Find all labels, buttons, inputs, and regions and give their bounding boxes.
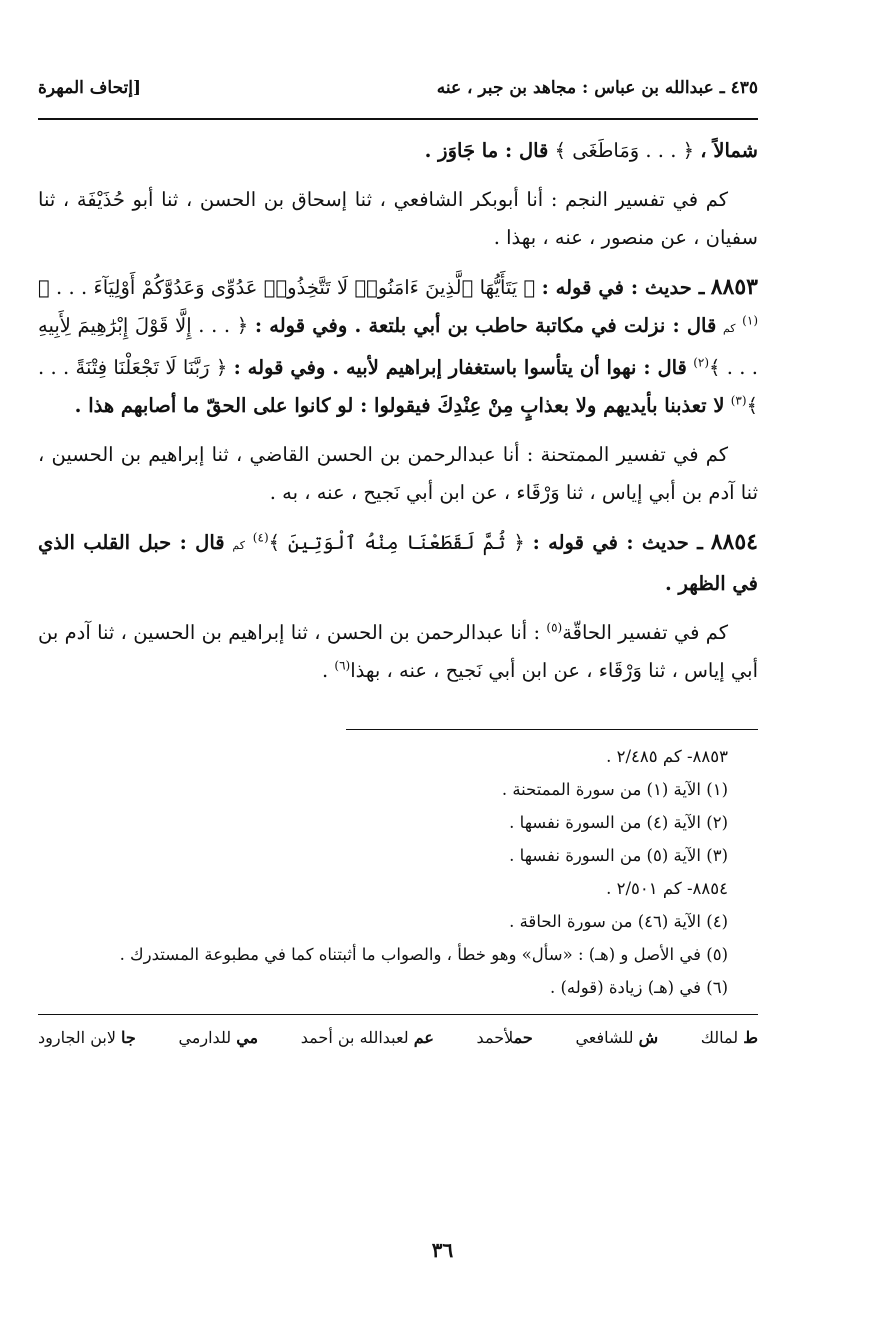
- footnote-ref: (٢): [693, 355, 710, 369]
- isnad-paragraph: كم في تفسير النجم : أنا أبوبكر الشافعي ، ثنا إسحاق بن الحسن ، ثنا أبو حُذَيْفَة ، ثنا سفيان ، عن منصور ، عنه ، بهذا .: [38, 187, 758, 249]
- paragraph-continuation: [38, 132, 758, 171]
- header-divider: [38, 118, 758, 120]
- hadith-number: ٨٨٥٣: [710, 273, 758, 300]
- hadith-8854: [38, 523, 758, 604]
- hadith-label: ـ حديث : في قوله :: [541, 275, 705, 299]
- abbreviation: ش للشافعي: [575, 1027, 659, 1047]
- hadith-label: ـ حديث : في قوله :: [532, 530, 703, 554]
- text-segment: .: [322, 659, 329, 682]
- book-page: [38, 78, 758, 1053]
- text-segment: شمالاً ،: [700, 139, 758, 162]
- abbreviations-divider: [38, 1014, 758, 1015]
- quran-verse: ﴿ . . . إِلَّا قَوْلَ إِبْرَٰهِيمَ لِأَبِيهِ . . . ﴾: [38, 314, 758, 379]
- text-segment: قال : نهوا أن يتأسوا باستغفار إبراهيم لأبيه . وفي قوله :: [233, 355, 687, 379]
- footnote: (٣) الآية (٥) من السورة نفسها .: [509, 845, 728, 865]
- main-text: [38, 132, 758, 691]
- isnad-paragraph: كم في تفسير الممتحنة : أنا عبدالرحمن بن الحسن القاضي ، ثنا إبراهيم بن الحسين ، ثنا آدم بن أبي إياس ، ثنا وَرْقَاء ، عن ابن أبي نَجيح ، عنه ، به .: [38, 442, 758, 504]
- quran-verse: ﴿ يَتَأَيُّهَا ٱلَّذِينَ ءَامَنُوا۟ لَا تَتَّخِذُوا۟ عَدُوِّى وَعَدُوَّكُمْ أَوْلِيَآءَ . . . ﴾: [38, 275, 536, 299]
- footnote-ref: (٦): [334, 658, 351, 673]
- abbreviation: مي للدارمي: [178, 1027, 259, 1047]
- abbreviation: جا لابن الجارود: [38, 1027, 136, 1047]
- text-segment: قال : ما جَاوَز .: [424, 139, 549, 162]
- text-segment: قال : نزلت في مكاتبة حاطب بن أبي بلتعة . وفي قوله :: [254, 314, 717, 337]
- footnotes: [38, 740, 758, 1004]
- footnote: (١) الآية (١) من سورة الممتحنة .: [501, 779, 728, 799]
- abbreviations-key: [38, 1023, 758, 1053]
- hadith-number: ٨٨٥٤: [710, 528, 758, 555]
- abbreviation: ط لمالك: [700, 1027, 758, 1047]
- quran-verse: ﴿ ثُمَّ لَقَطَعْنَا مِنْهُ ٱلْوَتِينَ ﴾: [268, 530, 525, 554]
- text-segment: كم في تفسير الحاقّة: [562, 620, 728, 644]
- footnote: (٤) الآية (٤٦) من سورة الحاقة .: [509, 911, 728, 931]
- page-number: ٣٦: [431, 1238, 454, 1262]
- hadith-8853: [38, 268, 758, 426]
- footnote-divider: [346, 729, 758, 730]
- footnote-ref: (٤): [252, 530, 269, 544]
- text-segment: لا تعذبنا بأيديهم ولا بعذابٍ مِنْ عِنْدِكَ فيقولوا : لو كانوا على الحقّ ما أصابهم هذا .: [74, 394, 725, 417]
- footnote-ref: (٥): [546, 620, 563, 634]
- abbreviation: حملأحمد: [476, 1027, 533, 1047]
- abbreviation: عم لعبدالله بن أحمد: [300, 1027, 434, 1047]
- footnote: (٢) الآية (٤) من السورة نفسها .: [509, 812, 728, 832]
- text-segment: قال : حبل القلب الذي في الظهر .: [38, 530, 758, 595]
- quran-verse: ﴿ رَبَّنَا لَا تَجْعَلْنَا فِتْنَةً . . . ﴾: [38, 355, 758, 417]
- isnad-paragraph: [38, 614, 758, 691]
- source-mark: كم: [722, 322, 736, 335]
- quran-verse: ﴿ . . . وَمَاطَغَى ﴾: [554, 139, 695, 162]
- footnote: (٦) في (هـ) زيادة (قوله) .: [549, 977, 728, 997]
- book-title: [إتحاف المهرة: [38, 78, 142, 98]
- footnote: ٨٨٥٤- كم ٢/٥٠١ .: [606, 878, 728, 898]
- footnote-ref: (٣): [730, 393, 747, 408]
- footnote-ref: (١): [742, 313, 758, 328]
- source-mark: كم: [232, 538, 245, 552]
- chapter-title: ٤٣٥ ـ عبدالله بن عباس : مجاهد بن جبر ، عنه: [436, 78, 758, 98]
- footnote: (٥) في الأصل و (هـ) : «سأل» وهو خطأ ، والصواب ما أثبتناه كما في مطبوعة المستدرك .: [119, 944, 728, 964]
- footnote: ٨٨٥٣- كم ٢/٤٨٥ .: [606, 746, 728, 766]
- text-segment: : أنا عبدالرحمن بن الحسن ، ثنا إبراهيم بن الحسين ، ثنا آدم بن أبي إياس ، ثنا وَرْقَاء ، عن ابن أبي نَجيح ، عنه ، بهذا: [38, 620, 758, 682]
- running-header: [38, 78, 758, 112]
